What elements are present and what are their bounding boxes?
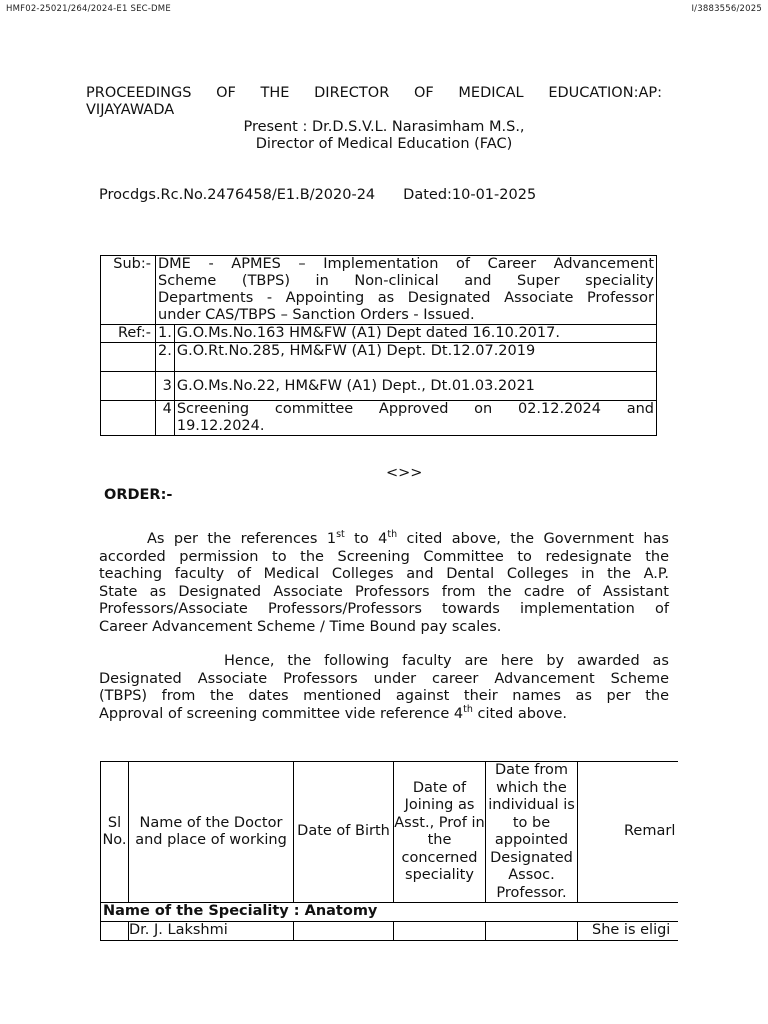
paragraph-line: teaching faculty of Medical Colleges and Dental Colleges in the A.P. [99, 566, 669, 582]
faculty-table-header [101, 762, 678, 903]
reference-number: 1. [156, 325, 175, 343]
paragraph-line: Career Advancement Scheme / Time Bound pay scales. [99, 618, 502, 635]
cell-name: Dr. J. Lakshmi [129, 921, 294, 940]
proceedings-title-city: VIJAYAWADA [86, 102, 175, 118]
document-id: I/3883556/2025 [691, 4, 762, 14]
reference-number: 2. [156, 343, 175, 372]
subject-line: Scheme (TBPS) in Non-clinical and Super speciality [158, 273, 654, 289]
present-officer: Present : Dr.D.S.V.L. Narasimham M.S., [243, 119, 525, 135]
header-date-from: Date from which the individual is to be appointed Designated Assoc. Professor. [486, 762, 578, 903]
subject-text [156, 256, 657, 325]
reference-label-empty [101, 372, 156, 401]
file-reference: HMF02-25021/264/2024-E1 SEC-DME [6, 4, 171, 14]
speciality-name: Name of the Speciality : Anatomy [101, 903, 678, 922]
reference-line: 19.12.2024. [176, 418, 265, 434]
section-separator: <>> [386, 465, 423, 481]
paragraph-line: Professors/Associate Professors/Professors towards implementation of [99, 601, 669, 617]
reference-number: 4 [156, 401, 175, 436]
paragraph-line: Hence, the following faculty are here by awarded as [224, 653, 669, 669]
reference-text: G.O.Ms.No.163 HM&FW (A1) Dept dated 16.10.2017. [174, 325, 656, 343]
header-date-of-joining: Date of Joining as Asst., Prof in the concerned speciality [394, 762, 486, 903]
proceeding-date: Dated:10-01-2025 [403, 187, 537, 203]
reference-number: 3 [156, 372, 175, 401]
paragraph-line: Designated Associate Professors under career Advancement Scheme [99, 670, 669, 687]
cell-date-of-birth [294, 921, 394, 940]
proceedings-title: PROCEEDINGS OF THE DIRECTOR OF MEDICAL EDUCATION:AP: [86, 85, 662, 101]
reference-line: Screening committee Approved on 02.12.2024 and [176, 401, 654, 417]
order-paragraph-1 [99, 531, 669, 636]
reference-text: G.O.Rt.No.285, HM&FW (A1) Dept. Dt.12.07.2019 [174, 343, 656, 372]
cell-date-from [486, 921, 578, 940]
order-paragraph-2 [99, 653, 669, 723]
reference-row [101, 372, 657, 401]
order-heading: ORDER:- [104, 487, 173, 503]
reference-label: Ref:- [101, 325, 156, 343]
speciality-row [101, 903, 678, 922]
cell-remarks: She is eligi [578, 921, 678, 940]
officer-designation: Director of Medical Education (FAC) [255, 136, 513, 152]
subject-line: Departments - Appointing as Designated Associate Professor [158, 290, 654, 306]
paragraph-line: Approval of screening committee vide reference 4th cited above. [99, 703, 567, 722]
paragraph-line: As per the references 1st to 4th cited above, the Government has [147, 529, 669, 547]
table-row [101, 921, 678, 940]
reference-label-empty [101, 401, 156, 436]
cell-sl-no [101, 921, 129, 940]
proceeding-number: Procdgs.Rc.No.2476458/E1.B/2020-24 [99, 187, 376, 203]
paragraph-line: State as Designated Associate Professors from the cadre of Assistant [99, 583, 669, 600]
reference-text: G.O.Ms.No.22, HM&FW (A1) Dept., Dt.01.03.2021 [174, 372, 656, 401]
header-date-of-birth: Date of Birth [294, 762, 394, 903]
subject-label: Sub:- [101, 256, 156, 325]
subject-row [101, 256, 657, 325]
reference-row [101, 343, 657, 372]
header-sl-no: Sl No. [101, 762, 129, 903]
reference-label-empty [101, 343, 156, 372]
faculty-table [100, 761, 678, 941]
paragraph-line: accorded permission to the Screening Committee to redesignate the [99, 548, 669, 565]
paragraph-line: (TBPS) from the dates mentioned against their names as per the [99, 688, 669, 704]
cell-date-of-joining [394, 921, 486, 940]
reference-row [101, 325, 657, 343]
reference-row [101, 401, 657, 436]
header-name: Name of the Doctor and place of working [129, 762, 294, 903]
subject-reference-table [100, 255, 657, 436]
subject-line: DME - APMES – Implementation of Career Advancement [158, 256, 654, 272]
header-remarks: Remarl [578, 762, 678, 903]
subject-line: under CAS/TBPS – Sanction Orders - Issued. [158, 307, 475, 323]
reference-text [174, 401, 656, 436]
proceeding-number-line [99, 186, 536, 204]
